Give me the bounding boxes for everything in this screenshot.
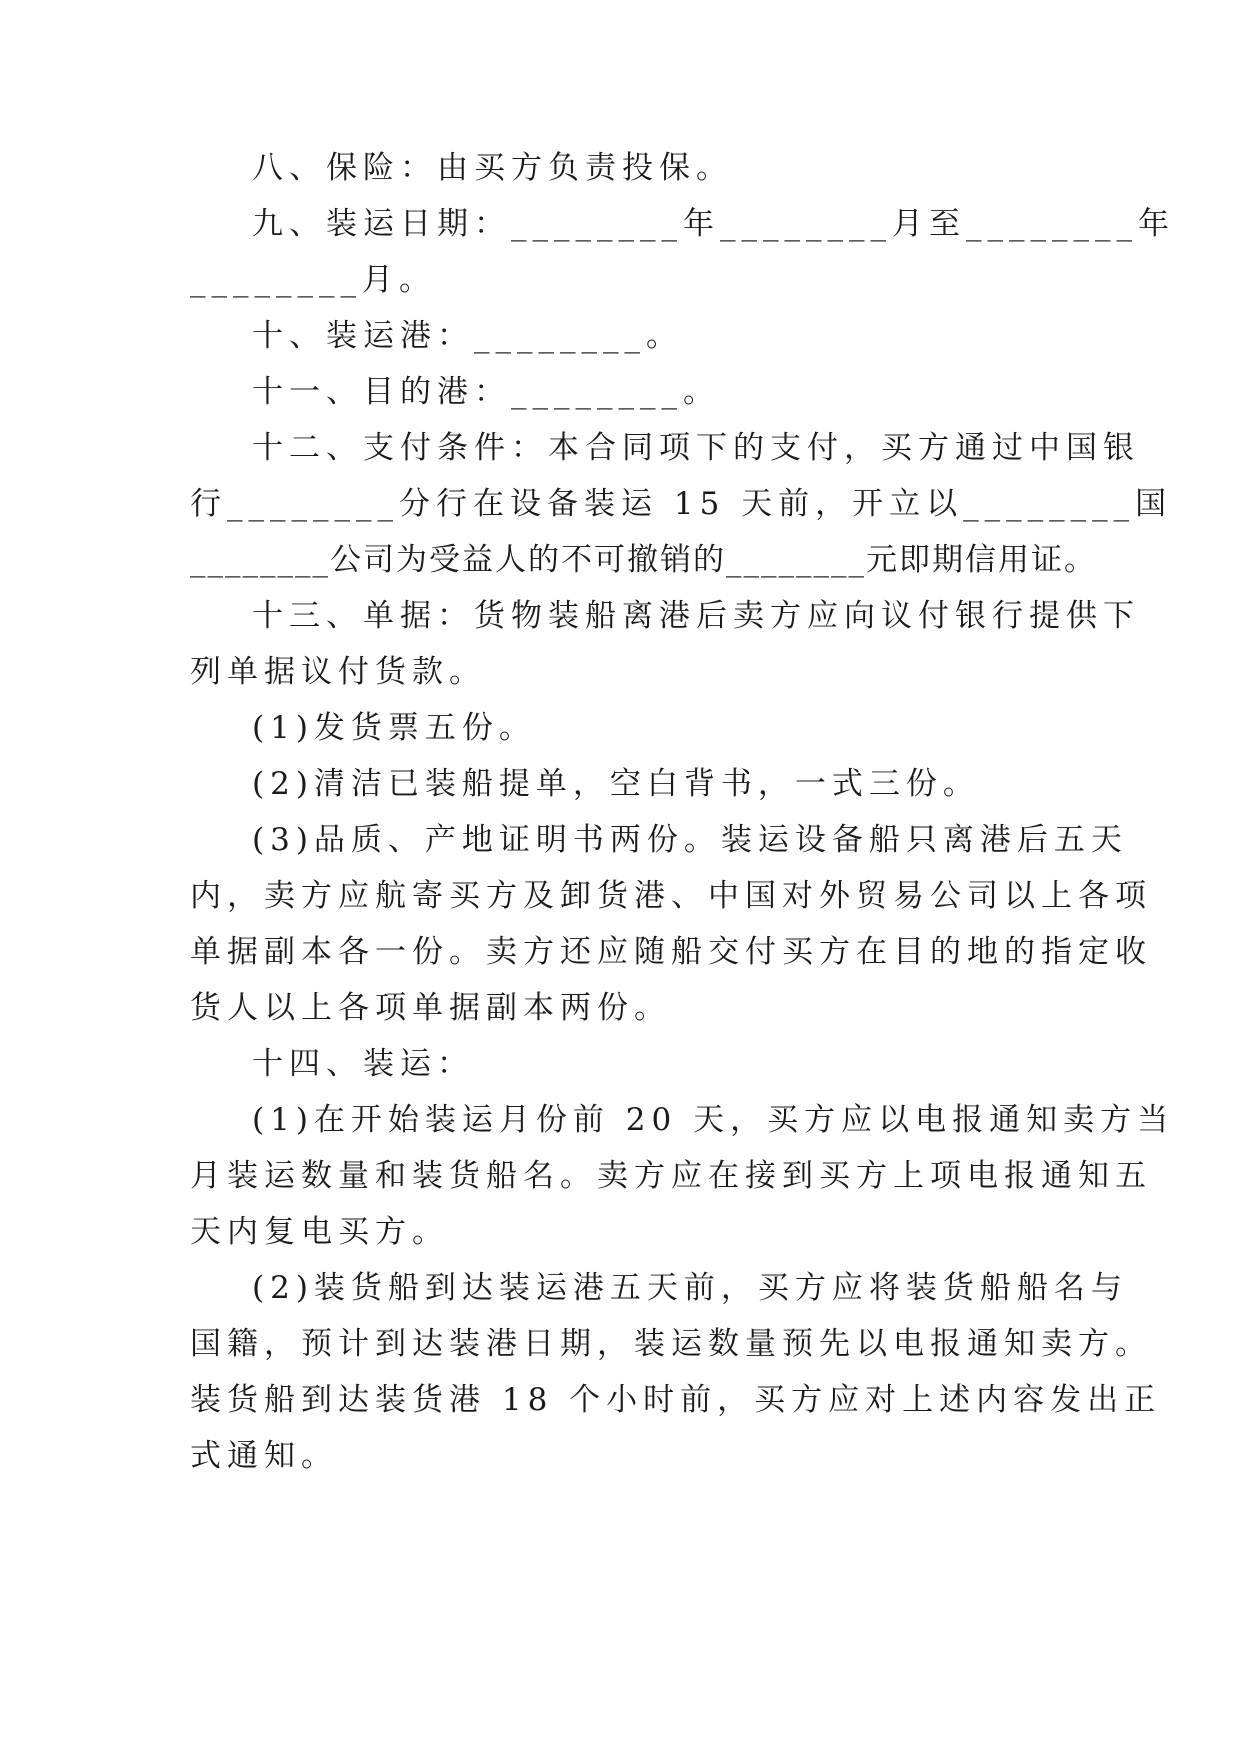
text-line: 十二、支付条件：本合同项下的支付，买方通过中国银 [252,430,1140,466]
text-line: 内，卖方应航寄买方及卸货港、中国对外贸易公司以上各项 [190,878,1152,914]
text-line: 单据副本各一份。卖方还应随船交付买方在目的地的指定收 [190,934,1152,970]
text-line: (1)在开始装运月份前 20 天，买方应以电报通知卖方当 [252,1102,1175,1138]
text-line: 十一、目的港：________。 [252,374,720,410]
text-line: 十三、单据：货物装船离港后卖方应向议付银行提供下 [252,598,1140,634]
text-line: 行________分行在设备装运 15 天前，开立以________国 [190,486,1173,522]
text-line: 货人以上各项单据副本两份。 [190,990,671,1026]
text-line: (3)品质、产地证明书两份。装运设备船只离港后五天 [252,822,1128,858]
text-line: 十四、装运： [252,1046,474,1082]
text-line: (2)装货船到达装运港五天前，买方应将装货船船名与 [252,1270,1128,1306]
text-line: (1)发货票五份。 [252,710,536,746]
text-line: 国籍，预计到达装港日期，装运数量预先以电报通知卖方。 [190,1326,1152,1362]
text-line: 十、装运港：________。 [252,318,683,354]
text-line: ________公司为受益人的不可撤销的________元即期信用证。 [190,542,1097,578]
text-line: 列单据议付货款。 [190,654,486,690]
text-line: 装货船到达装货港 18 个小时前，买方应对上述内容发出正 [190,1382,1162,1418]
text-line: 月装运数量和装货船名。卖方应在接到买方上项电报通知五 [190,1158,1152,1194]
text-line: ________月。 [190,262,436,298]
text-line: 式通知。 [190,1438,338,1474]
text-line: 天内复电买方。 [190,1214,449,1250]
text-line: 八、保险：由买方负责投保。 [252,150,733,186]
text-line: (2)清洁已装船提单，空白背书，一式三份。 [252,766,980,802]
text-line: 九、装运日期：________年________月至________年 [252,206,1175,242]
